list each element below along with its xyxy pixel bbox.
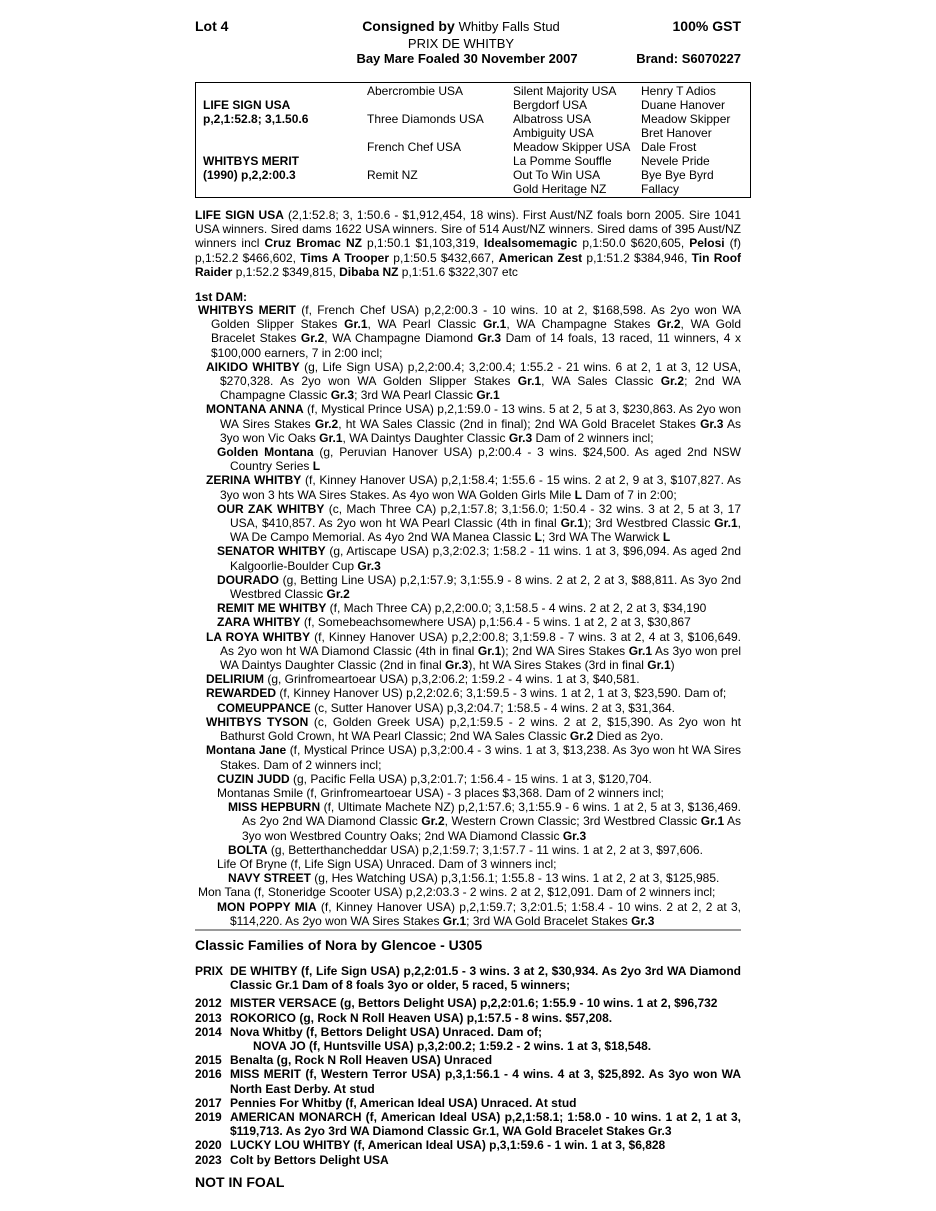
text-run: (f, Kinney Hanover USA) p,2,1:59.7; 3,2:01.5; 1:58.4 - 10 wins. 2 at 2, 2 at 3, $114,220. As 2yo won WA Sires Stakes bbox=[230, 899, 741, 928]
text-run: Life Of Bryne (f, Life Sign USA) Unraced. Dam of 3 winners incl; bbox=[217, 856, 557, 871]
pedigree-dam: WHITBYS MERIT bbox=[203, 154, 299, 168]
dam-progeny-entry bbox=[195, 445, 741, 473]
bold-text-run: Gr.3 bbox=[631, 913, 655, 928]
text-run: (f, Mystical Prince USA) p,3,2:00.4 - 3 wins. 1 at 3, $13,238. As 3yo won ht WA Sires Stakes. Dam of 2 winners incl; bbox=[220, 743, 741, 772]
pedigree-great-grandparent: Out To Win USA bbox=[513, 168, 601, 182]
produce-row bbox=[195, 1039, 741, 1053]
text-run: , WA Champagne Diamond bbox=[324, 331, 478, 346]
bold-text-run: COMEUPPANCE bbox=[217, 700, 311, 715]
bold-text-run: Gr.2 bbox=[314, 416, 339, 431]
text-run: ; 3rd WA Gold Bracelet Stakes bbox=[466, 913, 632, 928]
text-run: , WA Gold Bracelet Stakes bbox=[211, 317, 742, 346]
brand-number: Brand: S6070227 bbox=[636, 51, 741, 66]
bold-text-run: Gr.1 bbox=[344, 317, 368, 332]
text-run: As 3yo won Vic Oaks bbox=[220, 416, 741, 445]
produce-text: Nova Whitby (f, Bettors Delight USA) Unraced. Dam of; bbox=[230, 1024, 543, 1039]
bold-text-run: MON POPPY MIA bbox=[217, 899, 317, 914]
bold-text-run: Gr.3 bbox=[562, 828, 587, 843]
produce-year: 2023 bbox=[195, 1152, 222, 1167]
bold-text-run: ZERINA WHITBY bbox=[206, 473, 302, 488]
text-run: p,1:50.0 $620,605, bbox=[577, 236, 690, 251]
dam-progeny-entry bbox=[195, 857, 741, 871]
text-run: , WA Daintys Daughter Classic bbox=[342, 430, 509, 445]
text-run: (f) p,1:52.2 $466,602, bbox=[195, 236, 741, 265]
bold-text-run: Gr.1 bbox=[628, 643, 653, 658]
bold-text-run: Gr.2 bbox=[569, 729, 594, 744]
produce-year: 2019 bbox=[195, 1110, 222, 1125]
text-run: (f, Ultimate Machete NZ) p,2,1:57.6; 3,1:55.9 - 6 wins. 1 at 2, 5 at 3, $136,469. As 2yo 2nd WA Diamond Classic bbox=[242, 800, 741, 829]
bold-text-run: SENATOR WHITBY bbox=[217, 544, 326, 559]
catalogue-page bbox=[195, 0, 742, 1190]
dam-progeny-entry bbox=[195, 630, 741, 673]
lot-number: Lot 4 bbox=[195, 18, 229, 34]
bold-text-run: WHITBYS TYSON bbox=[206, 714, 309, 729]
text-run: , WA Sales Classic bbox=[541, 374, 661, 389]
produce-text: ROKORICO (g, Rock N Roll Heaven USA) p,1:57.5 - 8 wins. $57,208. bbox=[230, 1010, 613, 1025]
bold-text-run: Tims A Trooper bbox=[300, 250, 390, 265]
bold-text-run: Gr.1 bbox=[476, 388, 500, 403]
text-run: ; 3rd WA Pearl Classic bbox=[354, 388, 477, 403]
dam-progeny-entry bbox=[195, 900, 741, 928]
pedigree-ancestor: Bye Bye Byrd bbox=[641, 168, 714, 182]
text-run: (c, Sutter Hanover USA) p,3,2:04.7; 1:58.5 - 4 wins. 2 at 3, $31,364. bbox=[310, 700, 675, 715]
pedigree-ancestor: Henry T Adios bbox=[641, 84, 716, 98]
produce-row bbox=[195, 1011, 741, 1025]
pedigree-ancestor: Fallacy bbox=[641, 182, 680, 196]
text-run: Dam of 2 winners incl; bbox=[532, 430, 654, 445]
text-run: (g, Betting Line USA) p,2,1:57.9; 3,1:55.9 - 8 wins. 2 at 2, 2 at 3, $88,811. As 3yo 2nd Westbred Classic bbox=[230, 572, 741, 602]
dam-progeny-entry bbox=[195, 402, 741, 445]
pedigree-great-grandparent: Silent Majority USA bbox=[513, 84, 617, 98]
text-run: (f, Mystical Prince USA) p,2,1:59.0 - 13 wins. 5 at 2, 5 at 3, $230,863. As 2yo won WA Sires Stakes bbox=[220, 402, 741, 431]
text-run: p,1:50.1 $1,103,319, bbox=[361, 236, 484, 251]
produce-row bbox=[195, 1096, 741, 1110]
bold-text-run: Gr.1 bbox=[442, 913, 467, 928]
text-run: (f, Mach Three CA) p,2,2:00.0; 3,1:58.5 - 4 wins. 2 at 2, 2 at 3, $34,190 bbox=[326, 601, 707, 616]
dam-progeny-entry bbox=[195, 502, 741, 545]
bold-text-run: BOLTA bbox=[228, 842, 268, 857]
text-run: ); 2nd WA Sires Stakes bbox=[501, 643, 629, 658]
text-run: p,1:51.2 $384,946, bbox=[582, 250, 692, 265]
pedigree-ancestor: Meadow Skipper bbox=[641, 112, 731, 126]
dam-progeny-entry bbox=[195, 701, 741, 715]
produce-year: 2013 bbox=[195, 1010, 222, 1025]
produce-year: 2012 bbox=[195, 996, 222, 1011]
text-run: (g, Peruvian Hanover USA) p,2:00.4 - 3 wins. $24,500. As aged 2nd NSW Country Series bbox=[230, 445, 741, 474]
text-run: (f, Somebeachsomewhere USA) p,1:56.4 - 5 wins. 1 at 2, 2 at 3, $30,867 bbox=[300, 615, 691, 630]
bold-text-run: Golden Montana bbox=[217, 445, 314, 460]
bold-text-run: MISS HEPBURN bbox=[228, 800, 321, 815]
text-run: As 3yo won prel WA Daintys Daughter Classic (2nd in final bbox=[220, 643, 741, 673]
produce-record bbox=[195, 964, 741, 1167]
dam-progeny-entry bbox=[195, 601, 741, 615]
family-title: Classic Families of Nora by Glencoe - U305 bbox=[195, 937, 483, 953]
text-run: (g, Life Sign USA) p,2,2:00.4; 3,2:00.4; 1:55.2 - 21 wins. 6 at 2, 1 at 3, 12 USA, $270,328. As 2yo won WA Golden Slipper Stakes bbox=[220, 359, 741, 389]
produce-text: LUCKY LOU WHITBY (f, American Ideal USA) p,3,1:59.6 - 1 win. 1 at 3, $6,828 bbox=[230, 1138, 666, 1153]
bold-text-run: Gr.1 bbox=[517, 374, 542, 389]
produce-row bbox=[195, 1110, 741, 1138]
pedigree-great-grandparent: Albatross USA bbox=[513, 112, 592, 126]
bold-text-run: NAVY STREET bbox=[228, 871, 311, 886]
produce-text: MISTER VERSACE (g, Bettors Delight USA) p,2,2:01.6; 1:55.9 - 10 wins. 1 at 2, $96,732 bbox=[230, 996, 718, 1011]
text-run: (c, Mach Three CA) p,2,1:57.8; 3,1:56.0; 1:50.4 - 32 wins. 3 at 2, 5 at 3, 17 USA, $410,857. As 2yo won ht WA Pearl Classic (4th in final bbox=[230, 501, 741, 531]
bold-text-run: Gr.2 bbox=[326, 587, 350, 602]
dam-progeny-entry bbox=[195, 615, 741, 629]
dam-progeny-entry bbox=[195, 715, 741, 743]
text-run: ); 3rd Westbred Classic bbox=[583, 516, 715, 531]
dam-progeny-entry bbox=[195, 843, 741, 857]
bold-text-run: DOURADO bbox=[217, 572, 279, 587]
dam-progeny-entry bbox=[195, 885, 741, 899]
bold-text-run: Tin Roof Raider bbox=[195, 250, 742, 279]
text-run: (g, Betterthancheddar USA) p,2,1:59.7; 3,1:57.7 - 11 wins. 1 at 2, 2 at 3, $97,606. bbox=[267, 842, 703, 857]
stud-name: Whitby Falls Stud bbox=[458, 19, 560, 34]
text-run: , Western Crown Classic; 3rd Westbred Classic bbox=[444, 814, 701, 829]
text-run: ; 2nd WA Champagne Classic bbox=[220, 374, 741, 403]
foaling-status: NOT IN FOAL bbox=[195, 1174, 285, 1190]
bold-text-run: Idealsomemagic bbox=[483, 236, 578, 251]
text-run: (g, Artiscape USA) p,3,2:02.3; 1:58.2 - 11 wins. 1 at 3, $96,094. As aged 2nd Kalgoorlie-Boulder Cup bbox=[230, 544, 741, 573]
text-run: p,1:51.6 $322,307 etc bbox=[398, 264, 518, 279]
bold-text-run: AIKIDO WHITBY bbox=[206, 359, 300, 374]
bold-text-run: MONTANA ANNA bbox=[206, 402, 304, 417]
produce-year: 2017 bbox=[195, 1095, 222, 1110]
bold-text-run: Gr.3 bbox=[357, 558, 381, 573]
bold-text-run: ZARA WHITBY bbox=[217, 615, 301, 630]
produce-text: Colt by Bettors Delight USA bbox=[230, 1152, 389, 1167]
bold-text-run: Gr.3 bbox=[330, 388, 355, 403]
foaled-line: Bay Mare Foaled 30 November 2007 bbox=[356, 51, 578, 66]
text-run: (2,1:52.8; 3, 1:50.6 - $1,912,454, 18 wins). First Aust/NZ foals born 2005. Sire 1041 USA winners. Sired dams 1622 USA winners. Sire of 514 Aust/NZ winners. Sired dams of 395 Aust/NZ winners incl bbox=[195, 208, 741, 251]
bold-text-run: Gr.2 bbox=[660, 374, 685, 389]
text-run: (f, Kinney Hanover US) p,2,2:02.6; 3,1:59.5 - 3 wins. 1 at 2, 1 at 3, $23,590. Dam of; bbox=[276, 686, 727, 701]
bold-text-run: Gr.1 bbox=[482, 317, 507, 332]
text-run: (g, Grinfromeartoear USA) p,3,2:06.2; 1:59.2 - 4 wins. 1 at 3, $40,581. bbox=[264, 672, 640, 687]
text-run: (f, Kinney Hanover USA) p,2,1:58.4; 1:55.6 - 15 wins. 2 at 2, 9 at 3, $107,827. As 3yo won 3 hts WA Sires Stakes. As 4yo won WA Golden Girls Mile bbox=[220, 473, 741, 502]
dam-progeny-entry bbox=[195, 871, 741, 885]
text-run: Died as 2yo. bbox=[593, 729, 664, 744]
bold-text-run: WHITBYS MERIT bbox=[198, 303, 296, 317]
text-run: , ht WA Sales Classic (2nd in final); 2nd WA Gold Bracelet Stakes bbox=[338, 416, 701, 431]
text-run: ; 3rd WA The Warwick bbox=[541, 530, 663, 545]
bold-text-run: Gr.1 bbox=[319, 430, 343, 445]
pedigree-ancestor: Dale Frost bbox=[641, 140, 697, 154]
pedigree-great-grandparent: Bergdorf USA bbox=[513, 98, 588, 112]
gst-label: 100% GST bbox=[672, 18, 741, 34]
bold-text-run: Dibaba NZ bbox=[339, 264, 399, 279]
text-run: (c, Golden Greek USA) p,2,1:59.5 - 2 wins. 2 at 2, $15,390. As 2yo won ht Bathurst Gold Crown, ht WA Pearl Classic; 2nd WA Sales Classic bbox=[220, 714, 741, 744]
text-run: Montanas Smile (f, Grinfromeartoear USA) - 3 places $3,368. Dam of 2 winners incl; bbox=[217, 785, 664, 800]
produce-year: PRIX bbox=[195, 964, 224, 978]
produce-text: Pennies For Whitby (f, American Ideal USA) Unraced. At stud bbox=[230, 1095, 577, 1110]
text-run: As 3yo won Westbred Country Oaks; 2nd WA Diamond Classic bbox=[242, 814, 741, 843]
produce-row bbox=[195, 1153, 741, 1167]
bold-text-run: OUR ZAK WHITBY bbox=[217, 501, 325, 516]
text-run: (f, French Chef USA) p,2,2:00.3 - 10 wins. 10 at 2, $168,598. As 2yo won WA Golden Slipper Stakes bbox=[211, 303, 741, 332]
text-run: , WA Pearl Classic bbox=[367, 317, 483, 332]
bold-text-run: Montana Jane bbox=[206, 743, 287, 758]
bold-text-run: Gr.2 bbox=[300, 331, 325, 346]
pedigree-grandparent: Abercrombie USA bbox=[367, 84, 464, 98]
pedigree-great-grandparent: Ambiguity USA bbox=[513, 126, 594, 140]
pedigree-table bbox=[195, 82, 751, 198]
bold-text-run: REWARDED bbox=[206, 686, 277, 701]
produce-year: 2020 bbox=[195, 1138, 222, 1153]
pedigree-grandparent: Three Diamonds USA bbox=[367, 112, 484, 126]
text-run: Mon Tana (f, Stoneridge Scooter USA) p,2,2:03.3 - 2 wins. 2 at 2, $12,091. Dam of 2 winners incl; bbox=[198, 885, 716, 900]
dam-progeny-entry bbox=[195, 672, 741, 686]
dam-progeny-entry bbox=[195, 686, 741, 700]
dam-progeny-entry bbox=[195, 800, 741, 843]
bold-text-run: Gr.3 bbox=[444, 658, 469, 673]
pedigree-ancestor: Bret Hanover bbox=[641, 126, 712, 140]
produce-text: MISS MERIT (f, Western Terror USA) p,3,1:56.1 - 4 wins. 4 at 3, $25,892. As 3yo won WA North East Derby. At stud bbox=[230, 1067, 741, 1096]
bold-text-run: LIFE SIGN USA bbox=[195, 208, 284, 222]
dam-progeny-entry bbox=[195, 473, 741, 501]
produce-year: 2015 bbox=[195, 1053, 222, 1068]
text-run: p,1:50.5 $432,667, bbox=[389, 250, 499, 265]
produce-row bbox=[195, 996, 741, 1010]
produce-text: Benalta (g, Rock N Roll Heaven USA) Unraced bbox=[230, 1053, 493, 1068]
produce-row bbox=[195, 1138, 741, 1152]
text-run: (f, Kinney Hanover USA) p,2,2:00.8; 3,1:59.8 - 7 wins. 3 at 2, 4 at 3, $106,649. As 2yo won ht WA Diamond Classic (4th in final bbox=[220, 629, 741, 658]
produce-row bbox=[195, 964, 741, 992]
bold-text-run: Gr.1 bbox=[560, 516, 584, 531]
produce-text: AMERICAN MONARCH (f, American Ideal USA) p,2,1:58.1; 1:58.0 - 10 wins. 1 at 2, 1 at 3, $119,713. As 2yo 3rd WA Diamond Classic Gr.1, WA Gold Bracelet Stakes Gr.3 bbox=[230, 1110, 741, 1139]
produce-year: 2016 bbox=[195, 1067, 222, 1082]
text-run: , WA De Campo Memorial. As 4yo 2nd WA Manea Classic bbox=[230, 516, 741, 545]
pedigree-great-grandparent: Gold Heritage NZ bbox=[513, 182, 607, 196]
pedigree-grandparent: Remit NZ bbox=[367, 168, 418, 182]
bold-text-run: Gr.1 bbox=[647, 658, 671, 673]
bold-text-run: Gr.3 bbox=[477, 331, 502, 346]
pedigree-ancestor: Nevele Pride bbox=[641, 154, 710, 168]
section-divider bbox=[195, 929, 741, 931]
bold-text-run: L bbox=[534, 530, 542, 545]
produce-row bbox=[195, 1067, 741, 1095]
produce-row bbox=[195, 1053, 741, 1067]
text-run: ) bbox=[670, 658, 675, 673]
produce-text: DE WHITBY (f, Life Sign USA) p,2,2:01.5 - 3 wins. 3 at 2, $30,934. As 2yo 3rd WA Diamond Classic Gr.1 Dam of 8 foals 3yo or older, 5 raced, 5 winners; bbox=[230, 964, 741, 993]
bold-text-run: CUZIN JUDD bbox=[217, 771, 290, 786]
text-run: Dam of 14 foals, 13 raced, 11 winners, 4 x $100,000 earners, 7 in 2:00 incl; bbox=[211, 331, 741, 360]
bold-text-run: Gr.1 bbox=[714, 516, 738, 531]
bold-text-run: American Zest bbox=[498, 250, 583, 265]
consignor bbox=[350, 18, 572, 34]
bold-text-run: Gr.2 bbox=[421, 814, 445, 829]
pedigree-sire: LIFE SIGN USA bbox=[203, 98, 291, 112]
dam-progeny-entry bbox=[195, 786, 741, 800]
consigned-label: Consigned by bbox=[362, 18, 455, 34]
dam-progeny-entry bbox=[195, 772, 741, 786]
lot-header bbox=[195, 0, 741, 68]
dam-progeny-entry bbox=[195, 544, 741, 572]
dam-progeny-entry bbox=[195, 360, 741, 403]
text-run: Dam of 7 in 2:00; bbox=[581, 487, 677, 502]
text-run: (g, Hes Watching USA) p,3,1:56.1; 1:55.8 - 13 wins. 1 at 2, 2 at 3, $125,985. bbox=[310, 871, 720, 886]
bold-text-run: LA ROYA WHITBY bbox=[206, 629, 311, 644]
bold-text-run: Gr.3 bbox=[508, 430, 533, 445]
bold-text-run: Pelosi bbox=[689, 236, 725, 251]
pedigree-grandparent: French Chef USA bbox=[367, 140, 462, 154]
pedigree-dam-record: (1990) p,2,2:00.3 bbox=[203, 168, 296, 182]
bold-text-run: REMIT ME WHITBY bbox=[217, 601, 327, 616]
produce-text: NOVA JO (f, Huntsville USA) p,3,2:00.2; 1:59.2 - 2 wins. 1 at 3, $18,548. bbox=[253, 1039, 652, 1054]
bold-text-run: Gr.1 bbox=[477, 643, 502, 658]
bold-text-run: Gr.2 bbox=[657, 317, 681, 332]
text-run: p,1:52.2 $349,815, bbox=[232, 264, 340, 279]
text-run: ), ht WA Sires Stakes (3rd in final bbox=[468, 658, 648, 673]
bold-text-run: L bbox=[662, 530, 671, 545]
bold-text-run: L bbox=[312, 459, 321, 474]
dam-progeny-entry bbox=[195, 303, 741, 360]
dam-progeny-entry bbox=[195, 743, 741, 771]
bold-text-run: DELIRIUM bbox=[206, 672, 264, 687]
produce-year: 2014 bbox=[195, 1024, 222, 1039]
horse-name: PRIX DE WHITBY bbox=[407, 36, 515, 51]
dam-progeny-entry bbox=[195, 573, 741, 601]
pedigree-sire-record: p,2,1:52.8; 3,1.50.6 bbox=[203, 112, 309, 126]
produce-row bbox=[195, 1025, 741, 1039]
pedigree-ancestor: Duane Hanover bbox=[641, 98, 726, 112]
bold-text-run: Gr.1 bbox=[700, 814, 725, 829]
bold-text-run: L bbox=[574, 487, 582, 502]
pedigree-great-grandparent: La Pomme Souffle bbox=[513, 154, 612, 168]
text-run: , WA Champagne Stakes bbox=[506, 317, 658, 332]
bold-text-run: Gr.3 bbox=[700, 416, 724, 431]
first-dam-entries bbox=[195, 303, 741, 928]
text-run: (g, Pacific Fella USA) p,3,2:01.7; 1:56.4 - 15 wins. 1 at 3, $120,704. bbox=[289, 771, 652, 786]
pedigree-great-grandparent: Meadow Skipper USA bbox=[513, 140, 631, 154]
first-dam-heading: 1st DAM: bbox=[195, 290, 248, 304]
sire-paragraph bbox=[195, 208, 741, 279]
bold-text-run: Cruz Bromac NZ bbox=[264, 236, 362, 251]
